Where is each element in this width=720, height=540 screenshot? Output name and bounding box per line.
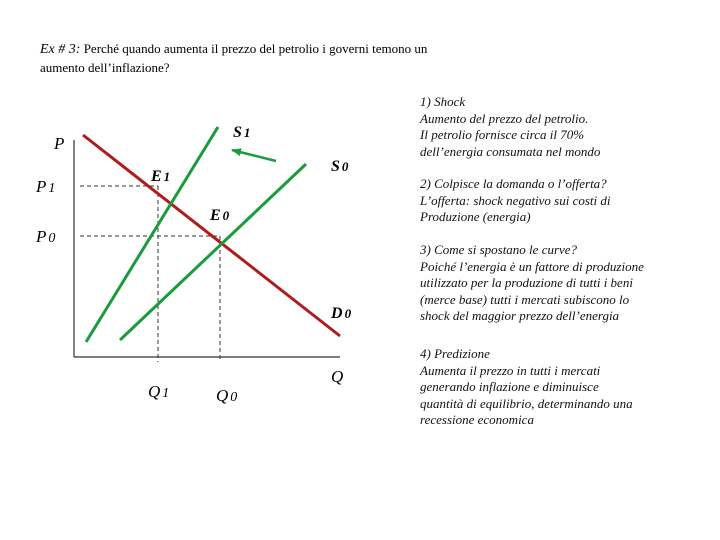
note-line: 3) Come si spostano le curve? — [420, 242, 578, 257]
price-axis-label: P — [54, 134, 65, 153]
note-line: Produzione (energia) — [420, 209, 531, 224]
note-line: (merce base) tutti i mercati subiscono lo — [420, 291, 630, 307]
note-line: Aumenta il prezzo in tutti i mercati — [420, 362, 601, 378]
question-line-1: Perché quando aumenta il prezzo del petrolio i governi temono un — [83, 41, 428, 56]
question-line-2: aumento dell’inflazione? — [40, 60, 170, 75]
note-line: 1) Shock — [420, 94, 466, 109]
note-line: quantità di equilibrio, determinando una — [420, 395, 633, 411]
note-demand-or-supply — [420, 176, 611, 226]
note-line: dell’energia consumata nel mondo — [420, 143, 601, 159]
note-line: Aumento del prezzo del petrolio. — [420, 110, 589, 126]
curve-label-s0: S 0 — [331, 158, 349, 175]
demand-curve-d0 — [83, 135, 340, 336]
exercise-number: Ex # 3: — [40, 42, 81, 57]
price-label-p0: P 0 — [36, 227, 56, 246]
note-line: shock del maggior prezzo dell’energia — [420, 308, 620, 323]
note-curve-shifts — [420, 242, 644, 325]
curve-label-d0: D 0 — [331, 305, 352, 322]
equilibrium-label-e0: E 0 — [210, 207, 230, 224]
quantity-axis-label: Q — [331, 367, 344, 386]
quantity-label-q0: Q 0 — [216, 386, 238, 405]
note-shock — [420, 94, 600, 160]
note-prediction — [420, 346, 633, 429]
supply-shift-arrow — [232, 150, 276, 161]
note-line: 4) Predizione — [420, 346, 490, 361]
note-line: recessione economica — [420, 412, 534, 427]
note-line: Il petrolio fornisce circa il 70% — [420, 127, 585, 142]
equilibrium-label-e1: E 1 — [151, 168, 171, 185]
note-line: generando inflazione e diminuisce — [420, 379, 599, 394]
quantity-label-q1: Q 1 — [148, 382, 170, 401]
note-line: L’offerta: shock negativo sui costi di — [420, 192, 611, 208]
curve-label-s1: S 1 — [233, 124, 251, 141]
note-line: Poiché l’energia è un fattore di produzione — [420, 258, 644, 274]
note-line: 2) Colpisce la domanda o l’offerta? — [420, 176, 607, 191]
note-line: utilizzato per la produzione di tutti i beni — [420, 275, 633, 290]
price-label-p1: P 1 — [36, 177, 56, 196]
supply-curve-s0 — [120, 164, 306, 340]
